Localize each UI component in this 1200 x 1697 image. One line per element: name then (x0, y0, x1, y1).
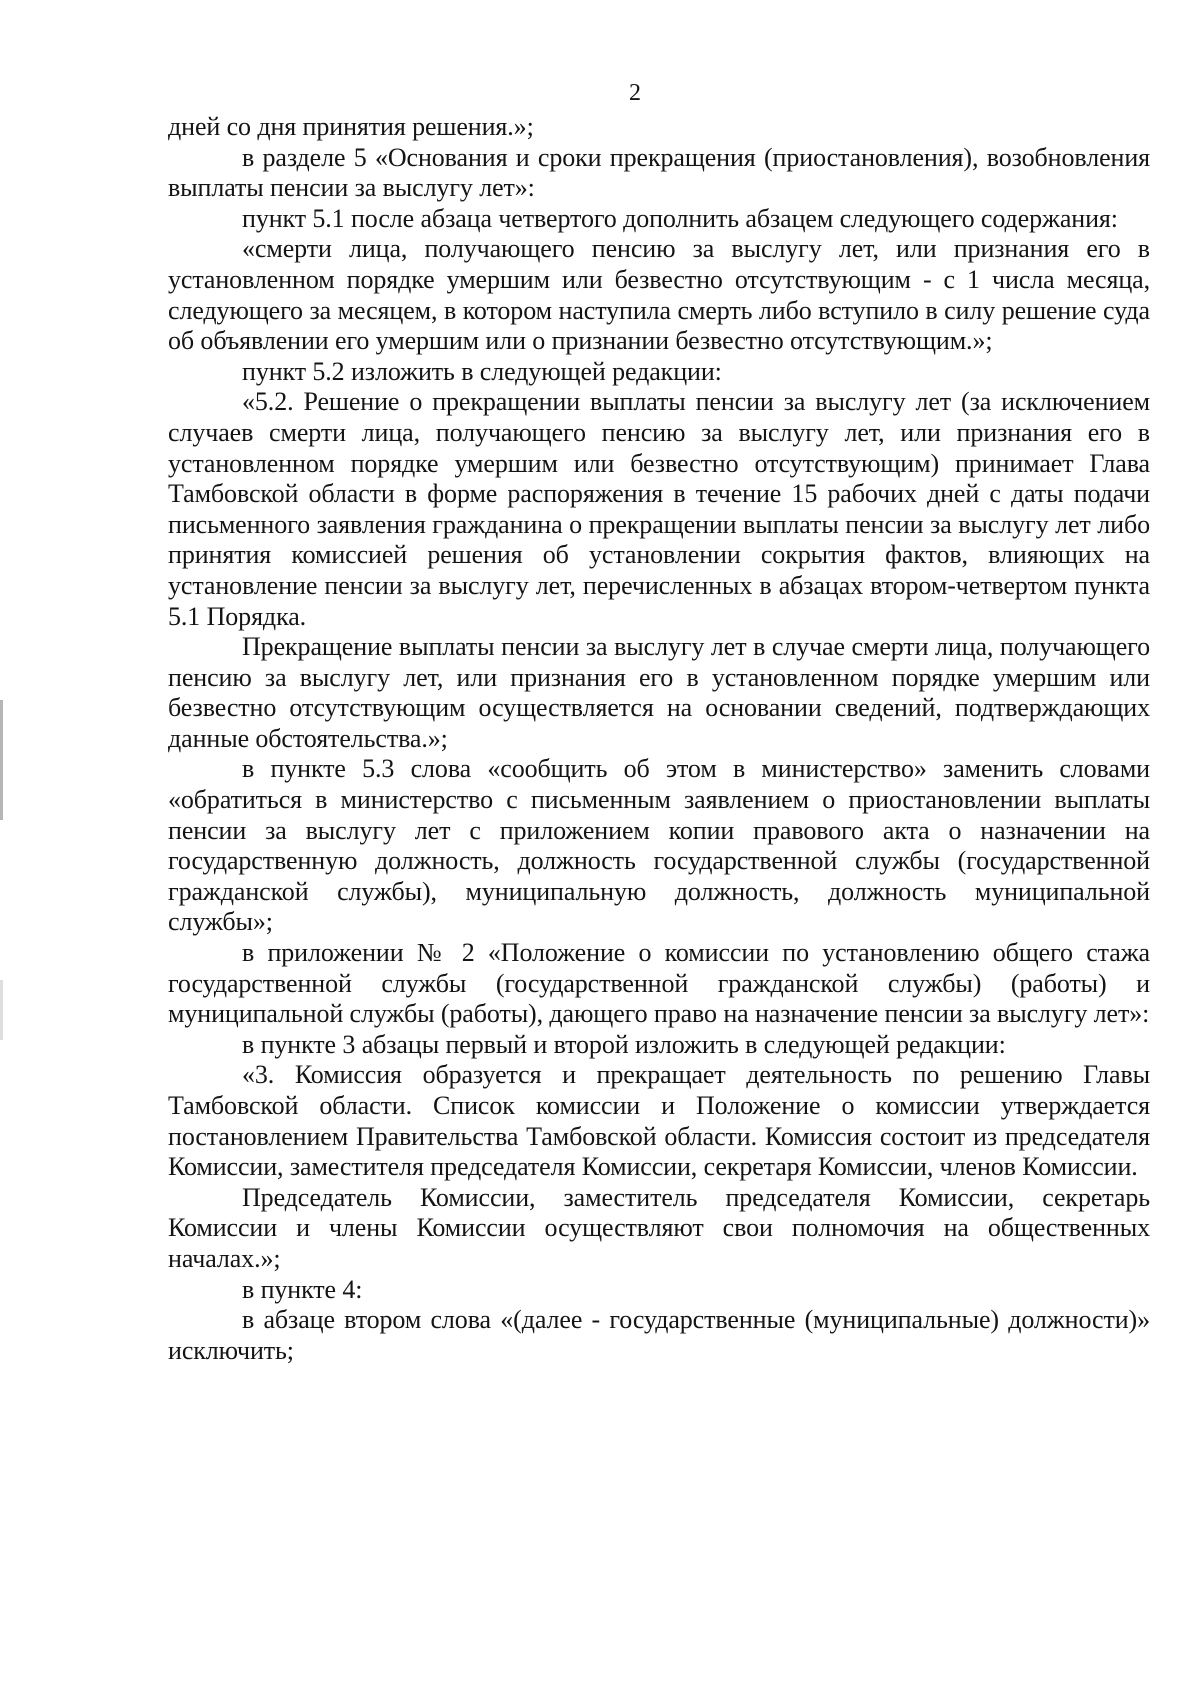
paragraph: в пункте 4: (242, 1274, 363, 1304)
paragraph: дней со дня принятия решения.»; (168, 112, 534, 141)
page-number: 2 (629, 80, 641, 106)
paragraph: в пункте 3 абзацы первый и второй изложить в следующей редакции: (242, 1029, 1006, 1059)
scan-edge-mark (0, 980, 3, 1040)
paragraph: в разделе 5 «Основания и сроки прекращения (приостановления), возобновления выплаты пенсии за выслугу лет»: (168, 142, 1150, 203)
paragraph: «5.2. Решение о прекращении выплаты пенсии за выслугу лет (за исключением случаев смерти лица, получающего пенсию за выслугу лет, или признания его в установленном порядке умершим или безвестно отсутствующим) принимает Глава Тамбовской области в форме распоряжения в течение 15 рабочих дней с даты подачи письменного заявления гражданина о прекращении выплаты пенсии за выслугу лет либо принятия комиссией решения об установлении сокрытия фактов, влияющих на установление пенсии за выслугу лет, перечисленных в абзацах втором-четвертом пункта 5.1 Порядка. (168, 387, 1150, 631)
paragraph: «смерти лица, получающего пенсию за выслугу лет, или признания его в установленном порядке умершим или безвестно отсутствующим - с 1 числа месяца, следующего за месяцем, в котором наступила смерть либо вступило в силу решение суда об объявлении его умершим или о признании безвестно отсутствующим.»; (168, 234, 1150, 356)
document-body (168, 112, 1150, 1366)
paragraph: Прекращение выплаты пенсии за выслугу лет в случае смерти лица, получающего пенсию за выслугу лет, или признания его в установленном порядке умершим или безвестно отсутствующим осуществляется на основании сведений, подтверждающих данные обстоятельства.»; (168, 632, 1150, 753)
paragraph: в приложении № 2 «Положение о комиссии по установлению общего стажа государственной службы (государственной гражданской службы) (работы) и муниципальной службы (работы), дающего право на назначение пенсии за выслугу лет»: (168, 938, 1150, 1029)
paragraph: «3. Комиссия образуется и прекращает деятельность по решению Главы Тамбовской области. Список комиссии и Положение о комиссии утверждается постановлением Правительства Тамбовской области. Комиссия состоит из председателя Комиссии, заместителя председателя Комиссии, секретаря Комиссии, членов Комиссии. (168, 1060, 1150, 1182)
paragraph: Председатель Комиссии, заместитель председателя Комиссии, секретарь Комиссии и члены Комиссии осуществляют свои полномочия на общественных началах.»; (168, 1182, 1150, 1273)
paragraph: в пункте 5.3 слова «сообщить об этом в министерство» заменить словами «обратиться в министерство с письменным заявлением о приостановлении выплаты пенсии за выслугу лет с приложением копии правового акта о назначении на государственную должность, должность государственной службы (государственной гражданской службы), муниципальную должность, должность муниципальной службы»; (168, 754, 1150, 937)
paragraph: пункт 5.2 изложить в следующей редакции: (242, 356, 722, 386)
paragraph: пункт 5.1 после абзаца четвертого дополнить абзацем следующего содержания: (242, 203, 1118, 233)
scan-edge-mark (0, 700, 3, 820)
paragraph: в абзаце втором слова «(далее - государственные (муниципальные) должности)» исключить; (168, 1305, 1150, 1365)
